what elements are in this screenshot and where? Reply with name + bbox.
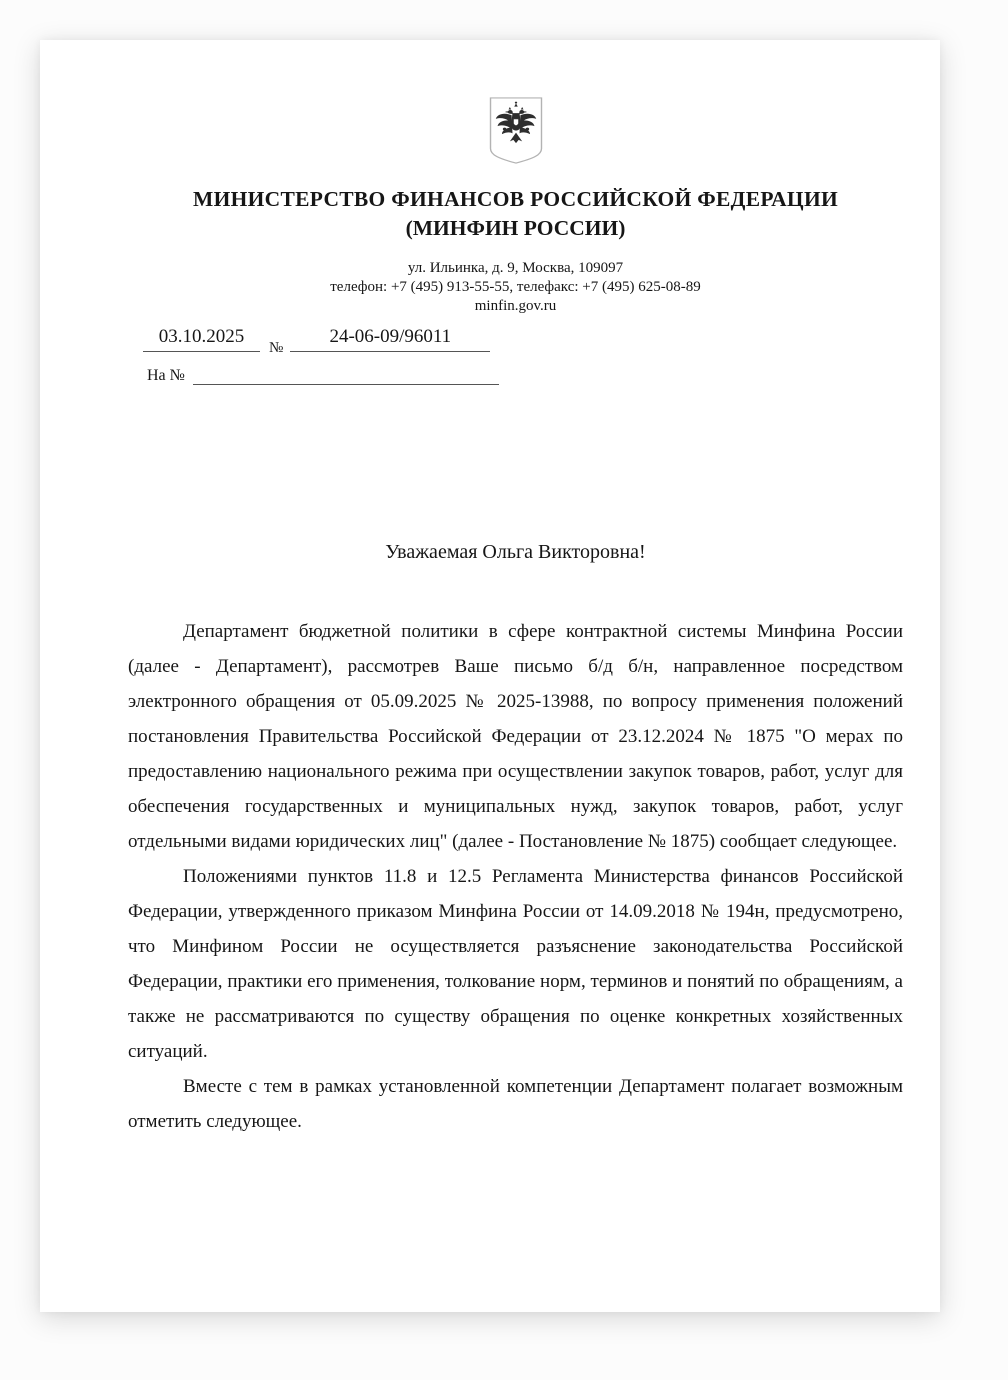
org-address-block	[128, 259, 903, 316]
body-paragraph: Департамент бюджетной политики в сфере контрактной системы Минфина России (далее - Департамент), рассмотрев Ваше письмо б/д б/н, направленное посредством электронного обращения от 05.09.2025 № 2025-13988, по вопросу применения положений постановления Правительства Российской Федерации от 23.12.2024 № 1875 "О мерах по предоставлению национального режима при осуществлении закупок товаров, работ, услуг для обеспечения государственных и муниципальных нужд, закупок товаров, работ, услуг отдельными видами юридических лиц" (далее - Постановление № 1875) сообщает следующее.	[128, 621, 903, 852]
coat-of-arms-icon	[487, 95, 545, 167]
outgoing-number: 24-06-09/96011	[290, 326, 490, 352]
address-site-line: minfin.gov.ru	[474, 298, 557, 314]
outgoing-date: 03.10.2025	[143, 326, 260, 352]
body-paragraph: Положениями пунктов 11.8 и 12.5 Регламента Министерства финансов Российской Федерации, утвержденного приказом Минфина России от 14.09.2018 № 194н, предусмотрено, что Минфином России не осуществляется разъяснение законодательства Российской Федерации, практики его применения, толкование норм, терминов и понятий по обращениям, а также не рассматриваются по существу обращения по оценке конкретных хозяйственных ситуаций.	[128, 866, 903, 1062]
salutation: Уважаемая Ольга Викторовна!	[385, 541, 646, 563]
letterhead	[128, 40, 903, 316]
number-sign-label: №	[269, 340, 284, 356]
letter-page	[40, 40, 940, 1312]
reply-to-row	[147, 367, 903, 385]
reply-to-label: На №	[147, 367, 185, 384]
address-street-line: ул. Ильинка, д. 9, Москва, 109097	[407, 260, 624, 276]
org-short-name: (МИНФИН РОССИИ)	[405, 216, 626, 240]
org-name: МИНИСТЕРСТВО ФИНАНСОВ РОССИЙСКОЙ ФЕДЕРАЦИИ	[192, 187, 838, 211]
address-phone-line: телефон: +7 (495) 913-55-55, телефакс: +7 (495) 625-08-89	[330, 279, 701, 295]
reply-number-blank-line	[193, 368, 499, 385]
body-paragraph: Вместе с тем в рамках установленной компетенции Департамент полагает возможным отметить следующее.	[128, 1076, 903, 1132]
requisites-row	[143, 326, 903, 356]
